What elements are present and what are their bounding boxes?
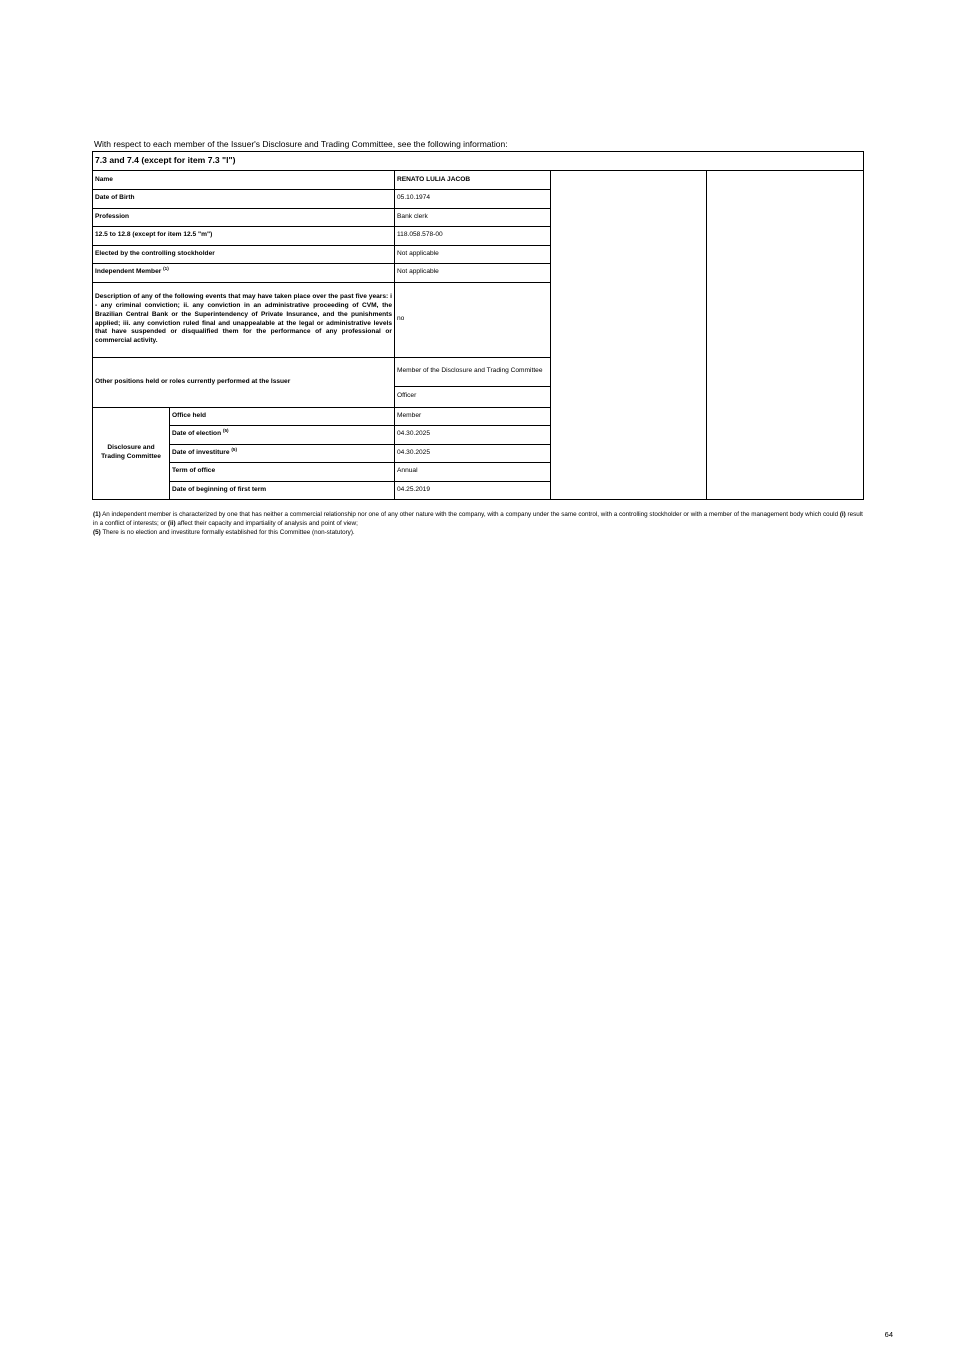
office-held-value: Member — [395, 407, 551, 426]
intro-text: With respect to each member of the Issuer's Disclosure and Trading Committee, see the following information: — [94, 139, 508, 149]
investiture-date-value: 04.30.2025 — [395, 444, 551, 463]
term-value: Annual — [395, 463, 551, 482]
first-term-value: 04.25.2019 — [395, 481, 551, 500]
name-label: Name — [93, 171, 395, 190]
investiture-date-label: Date of investiture $^{(5)}$ — [170, 444, 395, 463]
committee-label: Disclosure and Trading Committee — [93, 407, 170, 500]
footnotes — [93, 511, 864, 537]
events-label: Description of any of the following events that may have taken place over the past five years: i - any criminal conviction; ii. any conviction in an administrative proceeding of CVM, the Brazilian Central Bank or the Superintendency of Private Insurance, and the punishments applied; iii. any conviction ruled final and unappealable at the legal or administrative levels that have suspended or disqualified them for the performance of any professional or commercial activity. — [93, 282, 395, 357]
profession-value: Bank clerk — [395, 208, 551, 227]
term-label: Term of office — [170, 463, 395, 482]
empty-column-3 — [707, 171, 864, 500]
elected-value: Not applicable — [395, 245, 551, 264]
office-held-label: Office held — [170, 407, 395, 426]
section-title: 7.3 and 7.4 (except for item 7.3 "l") — [93, 152, 864, 171]
footnote-ref-5: (5) — [222, 428, 229, 434]
empty-column-2 — [551, 171, 707, 500]
page-number: 64 — [884, 1330, 893, 1339]
independent-label: Independent Member $^{(1)}$ — [93, 264, 395, 283]
elected-label: Elected by the controlling stockholder — [93, 245, 395, 264]
footnote-ref-5b: (5) — [231, 446, 237, 452]
other-positions-value-2: Officer — [395, 386, 551, 407]
footnote-ref-1: (1) — [163, 266, 169, 272]
name-value: RENATO LULIA JACOB — [395, 171, 551, 190]
cpf-value: 118.058.578-00 — [395, 227, 551, 246]
footnote-1: (1) An independent member is characterized by one that has neither a commercial relationship nor one of any other nature with the company, with a company under the same control, with a controlling stockholder or with a member of the management body which could (i) result in a conflict of interests; or (ii) affect their capacity and impartiality of analysis and point of view; — [93, 511, 863, 527]
election-date-value: 04.30.2025 — [395, 426, 551, 445]
dob-value: 05.10.1974 — [395, 190, 551, 209]
other-positions-label: Other positions held or roles currently performed at the Issuer — [93, 357, 395, 407]
other-positions-value-1: Member of the Disclosure and Trading Committee — [395, 357, 551, 386]
independent-value: Not applicable — [395, 264, 551, 283]
events-value: no — [395, 282, 551, 357]
committee-member-table — [92, 151, 864, 500]
dob-label: Date of Birth — [93, 190, 395, 209]
footnote-5: (5) There is no election and investiture formally established for this Committee (non-statutory). — [93, 528, 355, 536]
first-term-label: Date of beginning of first term — [170, 481, 395, 500]
profession-label: Profession — [93, 208, 395, 227]
election-date-label: Date of election $^{(5)}$ — [170, 426, 395, 445]
cpf-label: 12.5 to 12.8 (except for item 12.5 "m") — [93, 227, 395, 246]
